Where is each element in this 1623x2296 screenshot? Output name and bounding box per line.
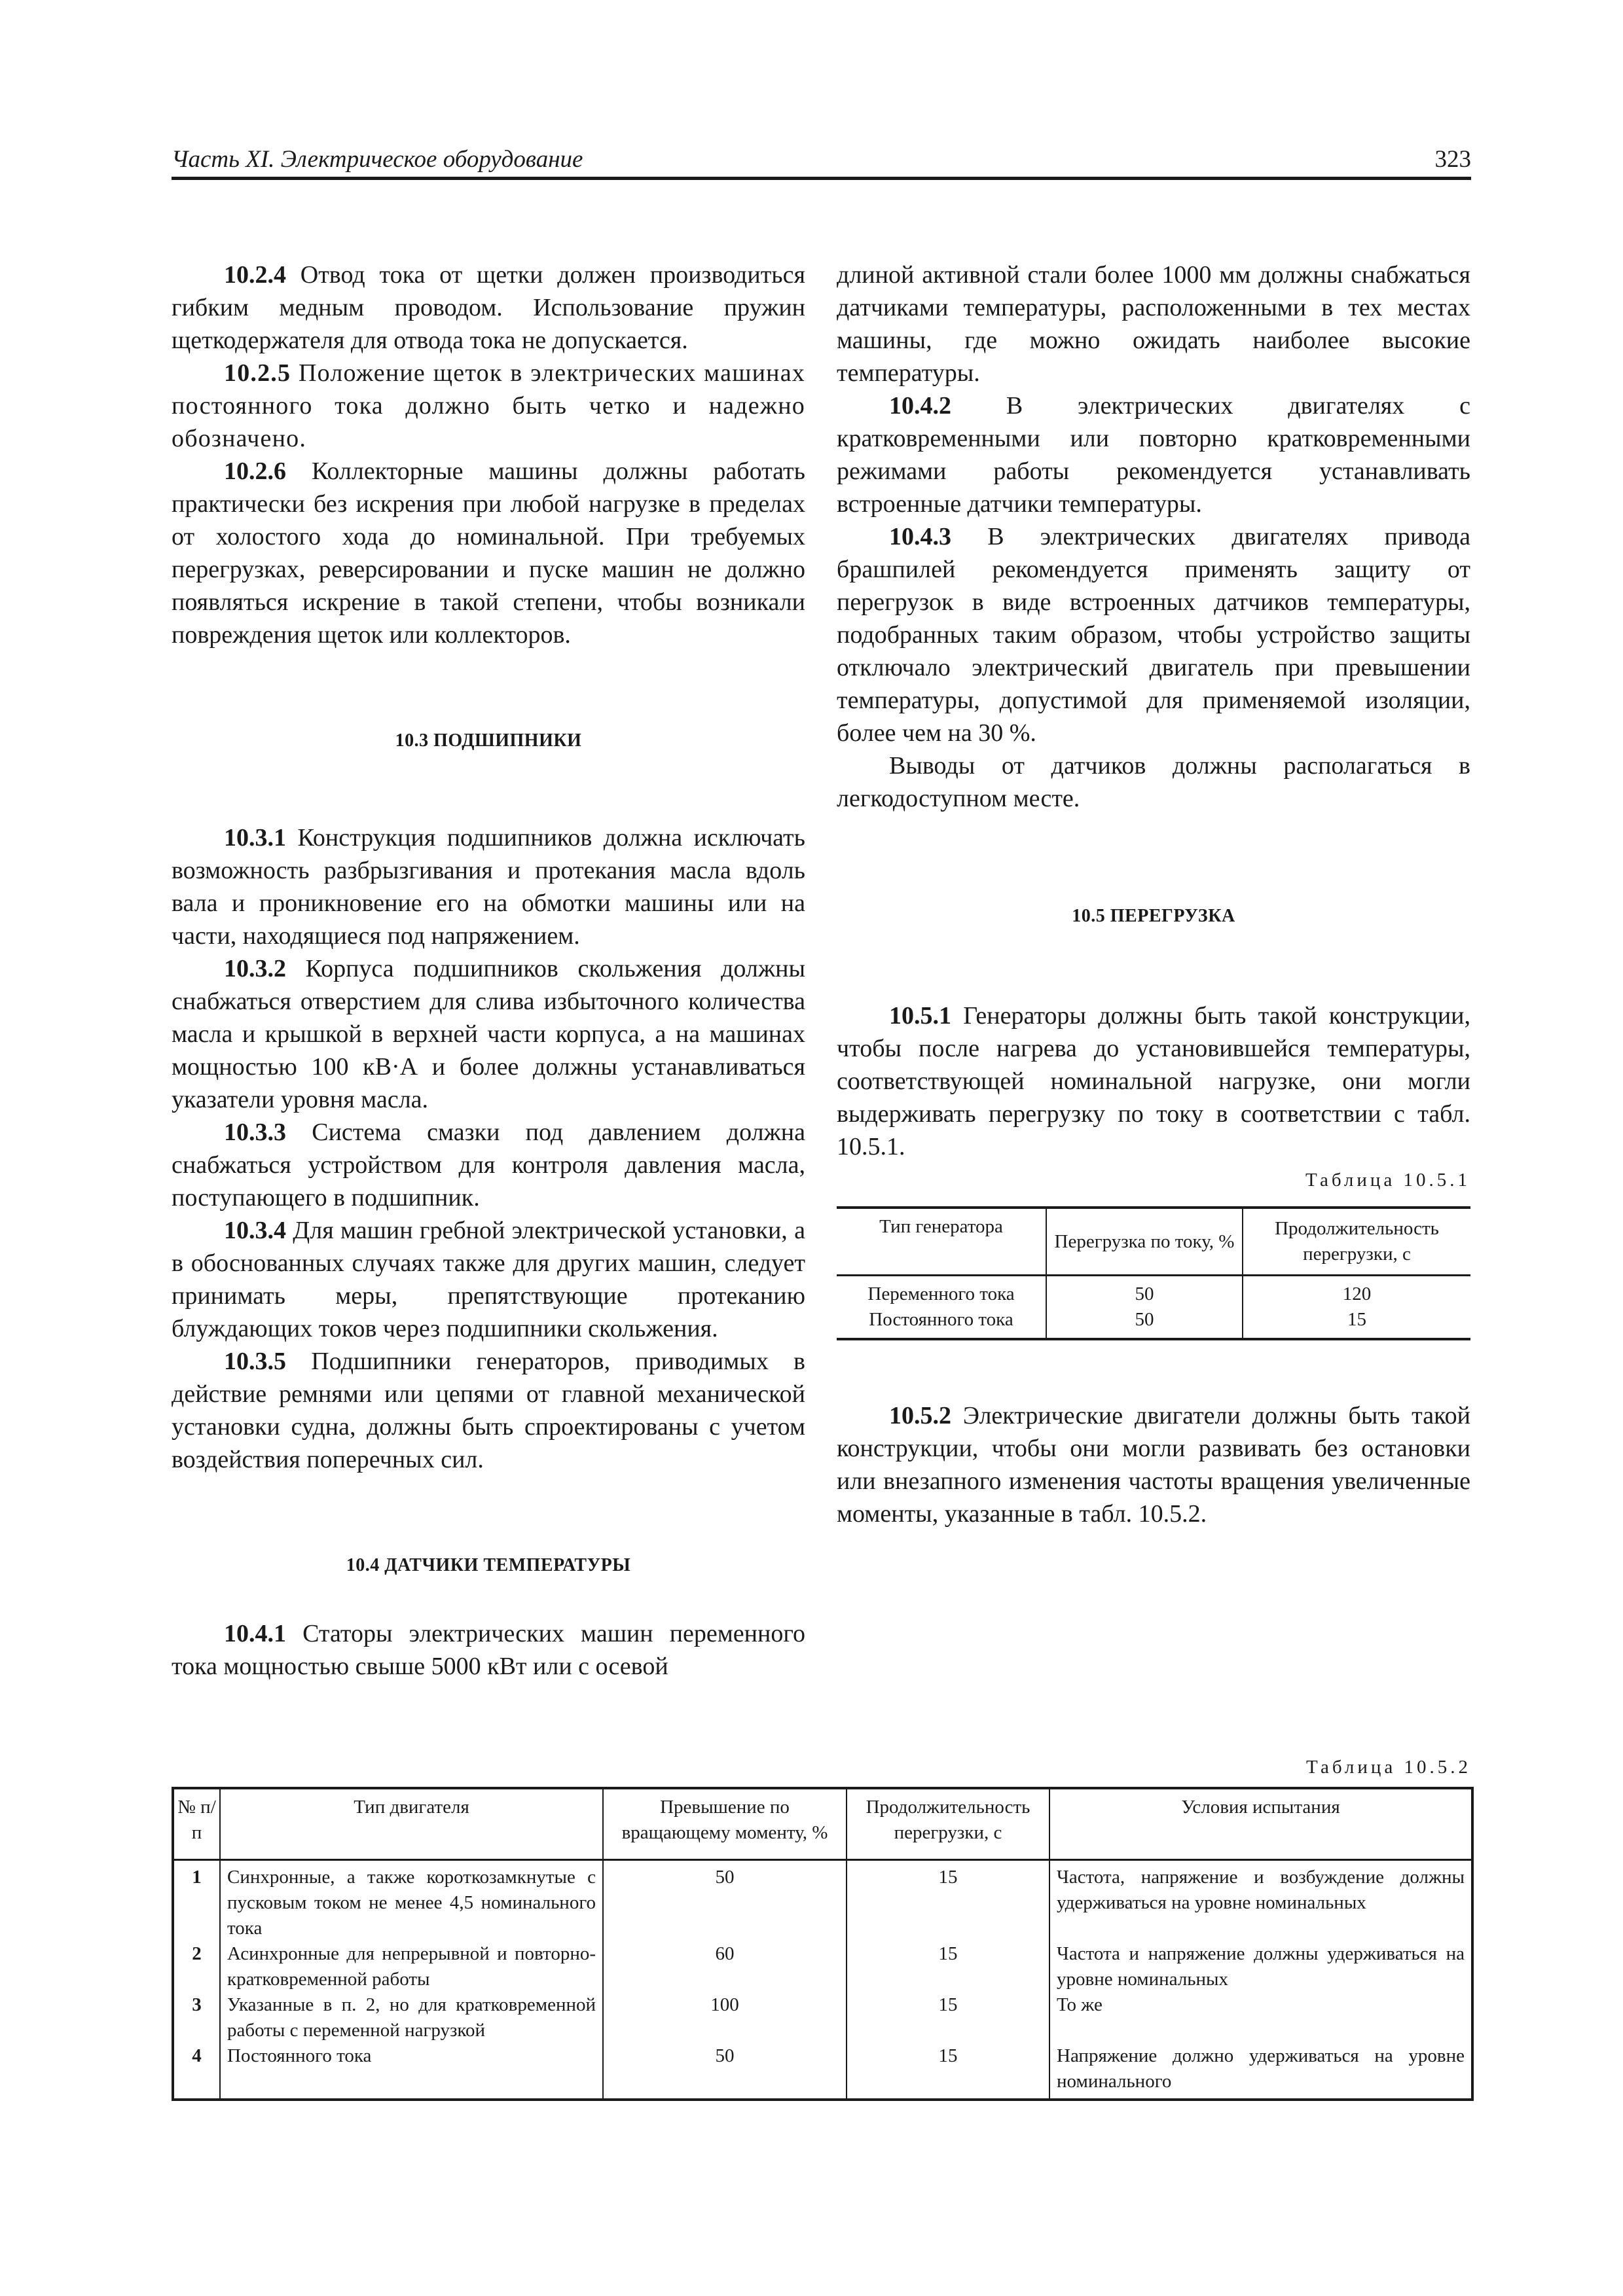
table-header-row (173, 1788, 1472, 1860)
paragraph-10-3-5: 10.3.5 Подшипники генераторов, приводимых в действие ремнями или цепями от главной механической установки судна, должны быть спроектированы с учетом воздействия поперечных сил. (172, 1348, 805, 1473)
table-cell: Переменного тока (867, 1283, 1015, 1304)
table-header-cell: Тип двигателя (220, 1788, 603, 1860)
paragraph-10-5-2: 10.5.2 Электрические двигатели должны быть такой конструкции, чтобы они могли развивать без остановки или внезапного изменения частоты вращения увеличенные моменты, указанные в табл. 10.5.2. (837, 1402, 1470, 1528)
paragraph-10-2-6: 10.2.6 Коллекторные машины должны работать практически без искрения при любой нагрузке в пределах от холостого хода до номинальной. При требуемых перегрузках, реверсировании и пуске машин не должно появляться искрение в такой степени, чтобы возникали повреждения щеток или коллекторов. (172, 457, 805, 649)
table-header-cell: Тип генератора (879, 1216, 1003, 1237)
table-10-5-1 (837, 1206, 1470, 1340)
table-10-5-1-caption: Таблица 10.5.1 (1305, 1170, 1470, 1191)
table-cell: Постоянного тока (220, 2043, 603, 2100)
paragraph-10-3-4: 10.3.4 Для машин гребной электрической установки, а в обоснованных случаях также для других машин, следует принимать меры, препятствующие протеканию блуждающих токов через подшипники скольжения. (172, 1217, 805, 1342)
table-cell: Частота и напряжение должны удерживаться на уровне номинальных (1049, 1941, 1472, 1992)
table-header-cell: Превышение по вращающему моменту, % (603, 1788, 847, 1860)
paragraph-10-4-2: 10.4.2 В электрических двигателях с кратковременными или повторно кратковременными режимами работы рекомендуется устанавливать встроенные датчики температуры. (837, 392, 1470, 518)
table-header-cell: № п/п (177, 1797, 216, 1843)
paragraph-10-5-1: 10.5.1 Генераторы должны быть такой конструкции, чтобы после нагрева до установившейся температуры, соответствующей номинальной нагрузке, они могли выдерживать перегрузку по току в соответствии с табл. 10.5.1. (837, 1002, 1470, 1160)
table-header-cell: Продолжительность перегрузки, с (847, 1788, 1049, 1860)
page-number: 323 (1434, 146, 1471, 173)
table-cell: 120 (1243, 1276, 1470, 1308)
table-cell: 50 (603, 1860, 847, 1942)
section-title-10-3: 10.3 ПОДШИПНИКИ (395, 730, 582, 751)
table-header-row (837, 1208, 1470, 1276)
table-header-cell: Перегрузка по току, % (1046, 1208, 1243, 1276)
table-cell: Асинхронные для непрерывной и повторно-кратковременной работы (220, 1941, 603, 1992)
table-row (837, 1276, 1470, 1308)
table-header-cell: Продолжительность перегрузки, с (1243, 1208, 1470, 1276)
table-row (173, 1992, 1472, 2043)
paragraph-10-4-1-continued: длиной активной стали более 1000 мм должны снабжаться датчиками температуры, расположенными в тех местах машины, где можно ожидать наиболее высокие температуры. (837, 261, 1470, 387)
paragraph-sensor-outputs: Выводы от датчиков должны располагаться в легкодоступном месте. (837, 752, 1470, 812)
paragraph-10-2-5: 10.2.5 Положение щеток в электрических машинах постоянного тока должно быть четко и надежно обозначено. (172, 359, 805, 452)
table-row (173, 1860, 1472, 1942)
table-cell: 60 (603, 1941, 847, 1992)
table-10-5-2 (172, 1787, 1474, 2101)
section-title-10-5: 10.5 ПЕРЕГРУЗКА (1072, 906, 1235, 926)
table-cell: Синхронные, а также короткозамкнутые с пусковым током не менее 4,5 номинального тока (220, 1860, 603, 1942)
paragraph-10-3-2: 10.3.2 Корпуса подшипников скольжения должны снабжаться отверстием для слива избыточного количества масла и крышкой в верхней части корпуса, а на машинах мощностью 100 кВ·А и более должны устанавливаться указатели уровня масла. (172, 955, 805, 1113)
table-cell: 15 (847, 2043, 1049, 2100)
table-row (837, 1307, 1470, 1339)
paragraph-10-3-1: 10.3.1 Конструкция подшипников должна исключать возможность разбрызгивания и протекания масла вдоль вала и проникновение его на обмотки машины или на части, находящиеся под напряжением. (172, 824, 805, 950)
table-cell: Напряжение должно удерживаться на уровне номинального (1049, 2043, 1472, 2100)
table-cell: То же (1049, 1992, 1472, 2043)
table-cell: 15 (847, 1941, 1049, 1992)
paragraph-10-3-3: 10.3.3 Система смазки под давлением должна снабжаться устройством для контроля давления масла, поступающего в подшипник. (172, 1119, 805, 1211)
right-column (837, 259, 1470, 1530)
paragraph-10-4-3: 10.4.3 В электрических двигателях привода брашпилей рекомендуется применять защиту от перегрузок в виде встроенных датчиков температуры, подобранных таким образом, чтобы устройство защиты отключало электрический двигатель при превышении температуры, допустимой для применяемой изоляции, более чем на 30 %. (837, 523, 1470, 747)
table-cell: 15 (847, 1992, 1049, 2043)
table-cell: 15 (1243, 1307, 1470, 1339)
table-cell: 50 (1046, 1276, 1243, 1308)
table-cell: 100 (603, 1992, 847, 2043)
table-10-5-2-caption: Таблица 10.5.2 (1305, 1757, 1471, 1778)
paragraph-10-4-1: 10.4.1 Статоры электрических машин переменного тока мощностью свыше 5000 кВт или с осевой (172, 1620, 805, 1680)
table-row (173, 1941, 1472, 1992)
table-cell: 2 (192, 1943, 202, 1964)
table-cell: 4 (192, 2045, 202, 2066)
table-cell: 1 (192, 1867, 202, 1888)
table-row (173, 2043, 1472, 2100)
running-header-title: Часть XI. Электрическое оборудование (172, 146, 583, 173)
table-cell: Частота, напряжение и возбуждение должны удерживаться на уровне номинальных (1049, 1860, 1472, 1942)
table-cell: 50 (603, 2043, 847, 2100)
table-header-cell: Условия испытания (1049, 1788, 1472, 1860)
left-column (172, 259, 805, 1683)
table-cell: Постоянного тока (869, 1309, 1013, 1330)
header-rule (172, 177, 1471, 180)
table-cell: 15 (847, 1860, 1049, 1942)
table-cell: Указанные в п. 2, но для кратковременной работы с переменной нагрузкой (220, 1992, 603, 2043)
table-cell: 3 (192, 1994, 202, 2015)
section-title-10-4: 10.4 ДАТЧИКИ ТЕМПЕРАТУРЫ (346, 1555, 631, 1575)
table-cell: 50 (1046, 1307, 1243, 1339)
paragraph-10-2-4: 10.2.4 Отвод тока от щетки должен производиться гибким медным проводом. Использование пружин щеткодержателя для отвода тока не допускается. (172, 261, 805, 354)
